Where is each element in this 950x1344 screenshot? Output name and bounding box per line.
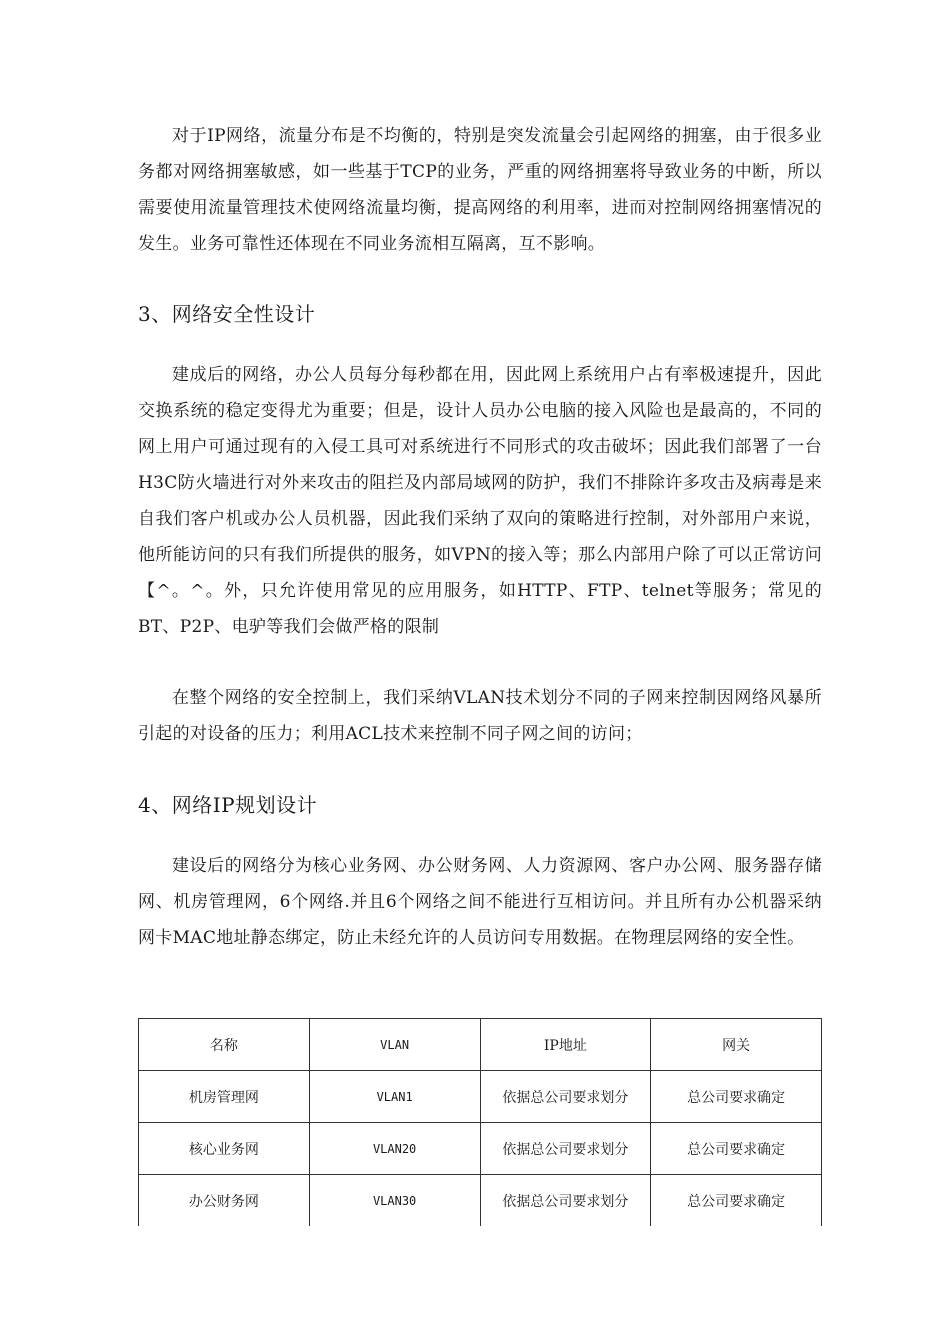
cell-ip: 依据总公司要求划分 [480, 1175, 651, 1227]
paragraph-network-division: 建设后的网络分为核心业务网、办公财务网、人力资源网、客户办公网、服务器存储网、机房管理网，6个网络.并且6个网络之间不能进行互相访问。并且所有办公机器采纳网卡MAC地址静态绑定，防止未经允许的人员访问专用数据。在物理层网络的安全性。 [138, 856, 822, 948]
table-header-row [139, 1019, 822, 1071]
section-heading-security: 3、网络安全性设计 [138, 302, 316, 326]
header-name: 名称 [139, 1019, 310, 1071]
cell-gateway: 总公司要求确定 [651, 1123, 822, 1175]
ip-plan-table [138, 1018, 822, 1226]
cell-gateway: 总公司要求确定 [651, 1071, 822, 1123]
cell-network-name: 办公财务网 [139, 1175, 310, 1227]
header-vlan: VLAN [309, 1019, 480, 1071]
section-heading-ip-plan: 4、网络IP规划设计 [138, 793, 318, 817]
paragraph-firewall-policy: 建成后的网络，办公人员每分每秒都在用，因此网上系统用户占有率极速提升，因此交换系统的稳定变得尤为重要；但是，设计人员办公电脑的接入风险也是最高的，不同的网上用户可通过现有的入侵工具可对系统进行不同形式的攻击破坏；因此我们部署了一台H3C防火墙进行对外来攻击的阻拦及内部局域网的防护，我们不排除许多攻击及病毒是来自我们客户机或办公人员机器，因此我们采纳了双向的策略进行控制，对外部用户来说，他所能访问的只有我们所提供的服务，如VPN的接入等；那么内部用户除了可以正常访问【^。^。外，只允许使用常见的应用服务，如HTTP、FTP、telnet等服务；常见的BT、P2P、电驴等我们会做严格的限制 [138, 365, 822, 637]
cell-network-name: 核心业务网 [139, 1123, 310, 1175]
cell-ip: 依据总公司要求划分 [480, 1071, 651, 1123]
paragraph-vlan-acl: 在整个网络的安全控制上，我们采纳VLAN技术划分不同的子网来控制因网络风暴所引起的对设备的压力；利用ACL技术来控制不同子网之间的访问； [138, 688, 822, 744]
cell-ip: 依据总公司要求划分 [480, 1123, 651, 1175]
header-ip: IP地址 [480, 1019, 651, 1071]
table-row [139, 1175, 822, 1227]
cell-vlan: VLAN1 [309, 1071, 480, 1123]
table-row [139, 1071, 822, 1123]
cell-vlan: VLAN20 [309, 1123, 480, 1175]
cell-network-name: 机房管理网 [139, 1071, 310, 1123]
cell-vlan: VLAN30 [309, 1175, 480, 1227]
paragraph-traffic-balance: 对于IP网络，流量分布是不均衡的，特别是突发流量会引起网络的拥塞，由于很多业务都对网络拥塞敏感，如一些基于TCP的业务，严重的网络拥塞将导致业务的中断，所以需要使用流量管理技术使网络流量均衡，提高网络的利用率，进而对控制网络拥塞情况的发生。业务可靠性还体现在不同业务流相互隔离，互不影响。 [138, 126, 822, 254]
table-row [139, 1123, 822, 1175]
cell-gateway: 总公司要求确定 [651, 1175, 822, 1227]
header-gateway: 网关 [651, 1019, 822, 1071]
